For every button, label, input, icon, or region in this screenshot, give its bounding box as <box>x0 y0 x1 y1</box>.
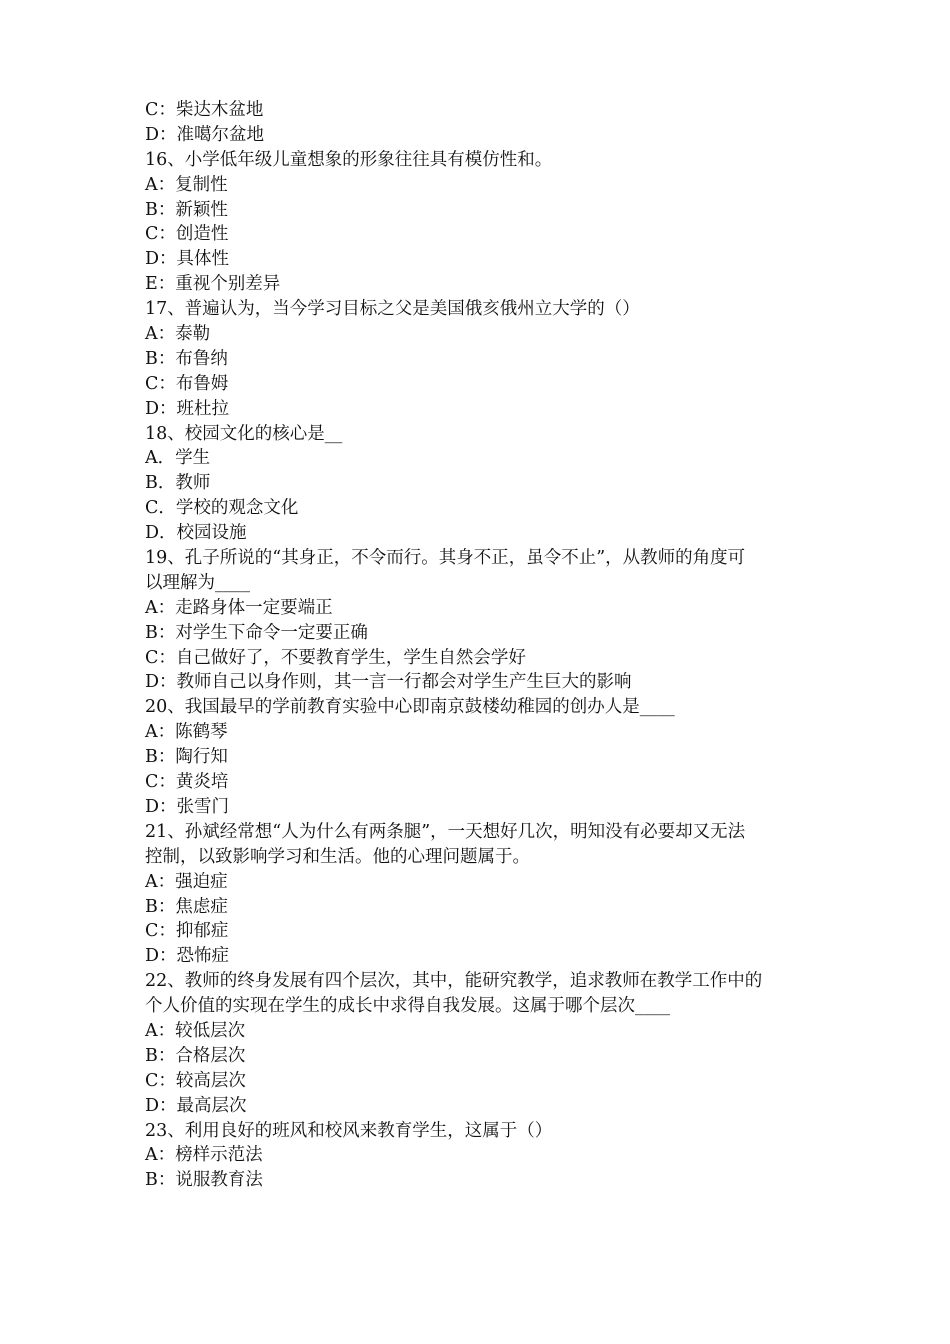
option-text: D：张雪门 <box>145 796 230 817</box>
question-text: 23、利用良好的班风和校风来教育学生，这属于（） <box>145 1120 553 1141</box>
question-text: 21、孙斌经常想“人为什么有两条腿”，一天想好几次，明知没有必要却又无法 <box>145 821 746 842</box>
option-text: C．学校的观念文化 <box>145 498 299 519</box>
question-text: 22、教师的终身发展有四个层次，其中，能研究教学，追求教师在教学工作中的 <box>145 971 763 992</box>
option-text: D：最高层次 <box>145 1095 247 1116</box>
option-text: B：陶行知 <box>145 747 228 768</box>
option-text: B：对学生下命令一定要正确 <box>145 622 368 643</box>
question-text: 17、普遍认为，当今学习目标之父是美国俄亥俄州立大学的（） <box>145 299 640 320</box>
option-text: C：柴达木盆地 <box>145 100 264 120</box>
option-text: A：强迫症 <box>145 871 228 892</box>
option-text: D：具体性 <box>145 249 230 270</box>
option-text: A：泰勒 <box>145 324 211 345</box>
option-text: B：合格层次 <box>145 1045 246 1066</box>
option-text: D．校园设施 <box>145 523 247 544</box>
question-text-continued: 个人价值的实现在学生的成长中求得自我发展。这属于哪个层次____ <box>145 996 670 1017</box>
option-text: B：说服教育法 <box>145 1170 263 1191</box>
option-text: D：恐怖症 <box>145 946 230 967</box>
option-text: C：自己做好了，不要教育学生，学生自然会学好 <box>145 647 526 668</box>
option-text: A：复制性 <box>145 174 228 195</box>
question-text-continued: 以理解为____ <box>145 572 250 593</box>
option-text: A：榜样示范法 <box>145 1145 263 1166</box>
option-text: C：抑郁症 <box>145 921 229 942</box>
option-text: A：走路身体一定要端正 <box>145 597 333 618</box>
option-text: A：较低层次 <box>145 1020 246 1041</box>
question-text: 16、小学低年级儿童想象的形象往往具有模仿性和。 <box>145 149 553 170</box>
document-body <box>145 98 825 1193</box>
option-text: B：焦虑症 <box>145 896 228 917</box>
question-text: 18、校园文化的核心是__ <box>145 423 343 444</box>
option-text: D：教师自己以身作则，其一言一行都会对学生产生巨大的影响 <box>145 672 632 693</box>
option-text: C：布鲁姆 <box>145 373 229 394</box>
option-text: E：重视个别差异 <box>145 274 281 295</box>
option-text: B：布鲁纳 <box>145 348 228 369</box>
question-text: 20、我国最早的学前教育实验中心即南京鼓楼幼稚园的创办人是____ <box>145 697 675 718</box>
question-text: 19、孔子所说的“其身正，不令而行。其身不正，虽令不止”，从教师的角度可 <box>145 548 746 569</box>
option-text: B：新颖性 <box>145 199 228 220</box>
option-text: A．学生 <box>145 448 211 469</box>
option-text: B．教师 <box>145 473 211 494</box>
option-text: A：陈鹤琴 <box>145 722 228 743</box>
option-text: D：班杜拉 <box>145 398 230 419</box>
option-text: C：创造性 <box>145 224 229 245</box>
option-text: C：黄炎培 <box>145 772 229 793</box>
question-text-continued: 控制，以致影响学习和生活。他的心理问题属于。 <box>145 846 530 867</box>
option-text: C：较高层次 <box>145 1070 246 1091</box>
option-text: D：准噶尔盆地 <box>145 124 265 145</box>
